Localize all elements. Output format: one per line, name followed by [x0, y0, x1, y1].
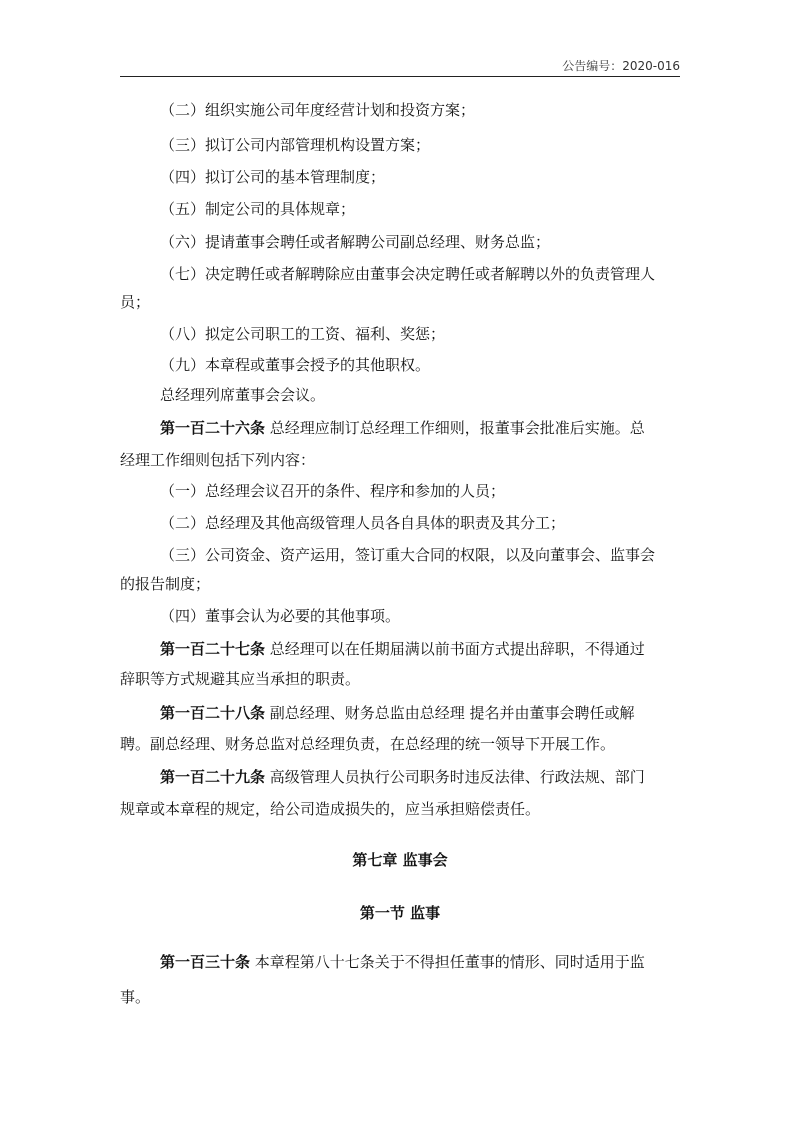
- text-line: 员；: [120, 293, 151, 311]
- text-line: （九）本章程或董事会授予的其他职权。: [160, 356, 431, 374]
- article-130: [160, 952, 645, 972]
- text-line: （二）总经理及其他高级管理人员各自具体的职责及其分工；: [160, 514, 566, 532]
- article-title: 第一百二十六条: [160, 419, 266, 437]
- text-line: （四）拟订公司的基本管理制度；: [160, 168, 386, 186]
- article-text: 副总经理、财务总监由总经理 提名并由董事会聘任或解: [265, 704, 635, 722]
- text-line: 的报告制度；: [120, 575, 211, 593]
- text-line: （六）提请董事会聘任或者解聘公司副总经理、财务总监；: [160, 233, 551, 251]
- article-126: [160, 418, 645, 438]
- article-text: 总经理应制订总经理工作细则，报董事会批准后实施。总: [265, 419, 645, 437]
- text-line: （八）拟定公司职工的工资、福利、奖惩；: [160, 325, 446, 343]
- article-128: [160, 703, 635, 723]
- header-notice-number: 公告编号：2020-016: [562, 59, 680, 73]
- text-line: （三）拟订公司内部管理机构设置方案；: [160, 136, 431, 154]
- text-line: （一）总经理会议召开的条件、程序和参加的人员；: [160, 482, 506, 500]
- text-line: （三）公司资金、资产运用，签订重大合同的权限，以及向董事会、监事会: [160, 546, 656, 564]
- section-heading: 第一节 监事: [359, 904, 441, 922]
- text-line: 总经理列席董事会会议。: [160, 386, 326, 404]
- text-line: （七）决定聘任或者解聘除应由董事会决定聘任或者解聘以外的负责管理人: [160, 265, 656, 283]
- article-title: 第一百二十八条: [160, 704, 266, 722]
- article-text: 总经理可以在任期届满以前书面方式提出辞职，不得通过: [265, 640, 645, 658]
- article-title: 第一百二十七条: [160, 640, 266, 658]
- text-line: （五）制定公司的具体规章；: [160, 200, 356, 218]
- article-127: [160, 639, 645, 659]
- text-line: 聘。副总经理、财务总监对总经理负责，在总经理的统一领导下开展工作。: [120, 735, 616, 753]
- header-rule: [120, 76, 680, 77]
- text-line: （四）董事会认为必要的其他事项。: [160, 607, 401, 625]
- article-title: 第一百三十条: [160, 953, 251, 971]
- article-129: [160, 767, 645, 787]
- article-text: 高级管理人员执行公司职务时违反法律、行政法规、部门: [265, 768, 645, 786]
- text-line: （二）组织实施公司年度经营计划和投资方案；: [160, 101, 476, 119]
- text-line: 规章或本章程的规定，给公司造成损失的，应当承担赔偿责任。: [120, 800, 541, 818]
- chapter-heading: 第七章 监事会: [352, 851, 448, 869]
- article-text: 本章程第八十七条关于不得担任董事的情形、同时适用于监: [250, 953, 645, 971]
- article-title: 第一百二十九条: [160, 768, 266, 786]
- text-line: 事。: [120, 988, 151, 1006]
- text-line: 经理工作细则包括下列内容：: [120, 451, 316, 469]
- text-line: 辞职等方式规避其应当承担的职责。: [120, 670, 361, 688]
